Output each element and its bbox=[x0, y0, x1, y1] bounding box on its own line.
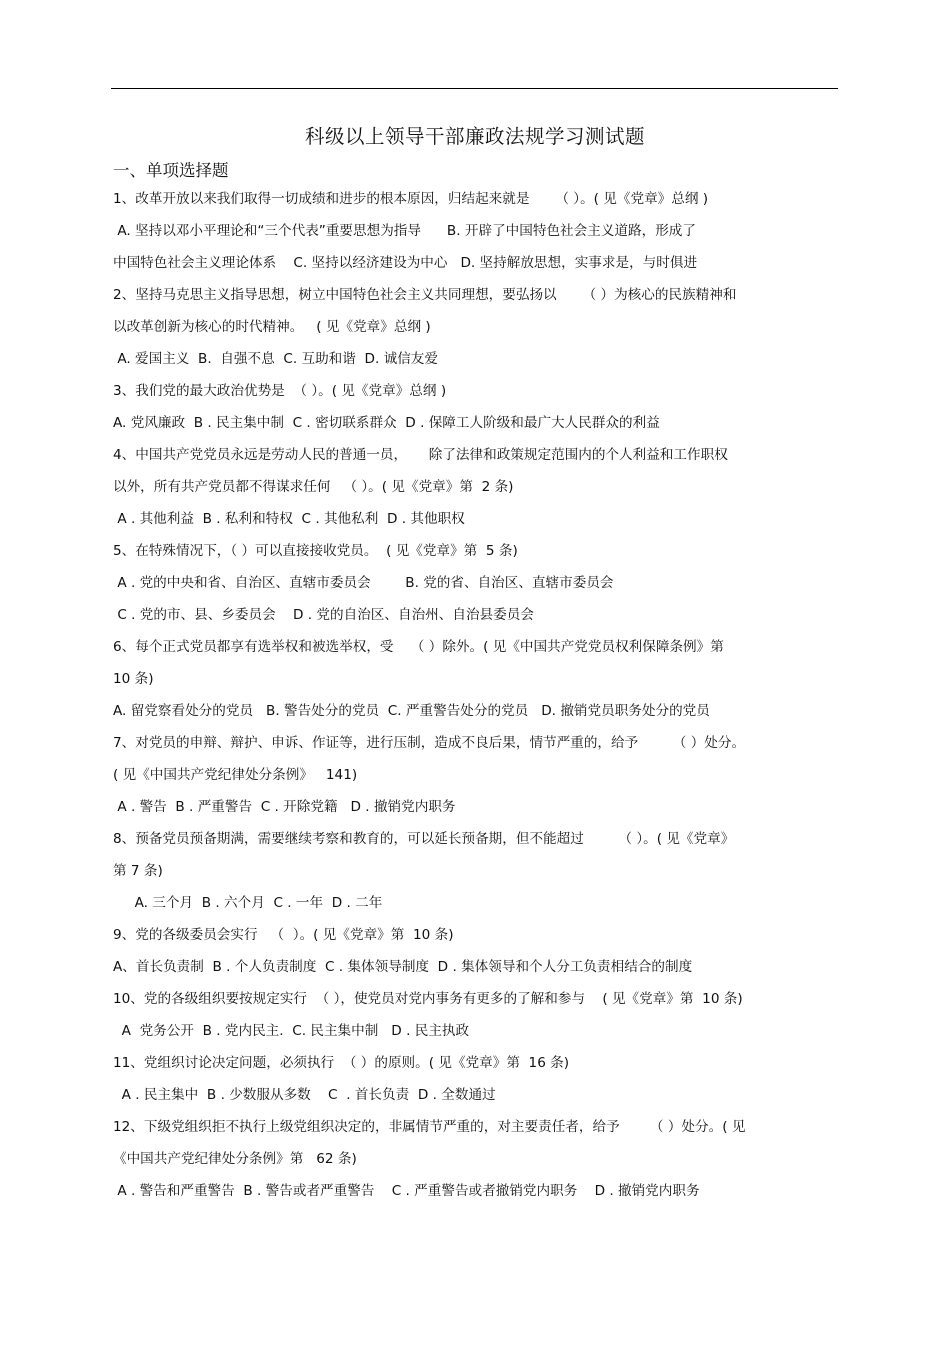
question-line: 2、坚持马克思主义指导思想，树立中国特色社会主义共同理想，要弘扬以 （ ）为核心的民族精神和 bbox=[113, 287, 737, 303]
question-line: 8、预备党员预备期满，需要继续考察和教育的，可以延长预备期，但不能超过 （ ）。( 见《党章》 bbox=[113, 831, 735, 847]
option-line: A . 其他利益 B . 私利和特权 C . 其他私利 D . 其他职权 bbox=[113, 511, 465, 527]
question-line: 12、下级党组织拒不执行上级党组织决定的，非属情节严重的，对主要责任者，给予 （ ）处分。( 见 bbox=[113, 1119, 746, 1135]
option-line: A. 爱国主义 B. 自强不息 C. 互助和谐 D. 诚信友爱 bbox=[113, 351, 438, 367]
section-heading: 一、单项选择题 bbox=[113, 161, 229, 180]
option-line: A、首长负责制 B . 个人负责制度 C . 集体领导制度 D . 集体领导和个人分工负责相结合的制度 bbox=[113, 959, 693, 975]
question-line: 3、我们党的最大政治优势是 （ ）。( 见《党章》总纲 ) bbox=[113, 383, 447, 399]
option-line: A 党务公开 B . 党内民主. C. 民主集中制 D . 民主执政 bbox=[113, 1023, 470, 1039]
option-line: 中国特色社会主义理论体系 C. 坚持以经济建设为中心 D. 坚持解放思想，实事求是，与时俱进 bbox=[113, 255, 698, 271]
question-line: 以改革创新为核心的时代精神。 ( 见《党章》总纲 ) bbox=[113, 319, 431, 335]
option-line: C . 党的市、县、乡委员会 D . 党的自治区、自治州、自治县委员会 bbox=[113, 607, 534, 623]
question-line: ( 见《中国共产党纪律处分条例》 141) bbox=[113, 767, 358, 783]
option-line: A. 坚持以邓小平理论和“三个代表”重要思想为指导 B. 开辟了中国特色社会主义道路，形成了 bbox=[113, 223, 696, 239]
page-title: 科级以上领导干部廉政法规学习测试题 bbox=[304, 125, 645, 148]
option-line: A . 党的中央和省、自治区、直辖市委员会 B. 党的省、自治区、直辖市委员会 bbox=[113, 575, 614, 591]
question-line: 6、每个正式党员都享有选举权和被选举权，受 （ ）除外。( 见《中国共产党党员权利保障条例》第 bbox=[113, 639, 724, 655]
question-line: 10、党的各级组织要按规定实行 （ ），使党员对党内事务有更多的了解和参与 ( 见《党章》第 10 条) bbox=[113, 991, 743, 1007]
option-line: A . 警告和严重警告 B . 警告或者严重警告 C . 严重警告或者撤销党内职务 D . 撤销党内职务 bbox=[113, 1183, 700, 1199]
header-rule bbox=[111, 88, 838, 89]
question-line: 第 7 条) bbox=[113, 863, 163, 879]
question-line: 5、在特殊情况下，（ ）可以直接接收党员。 ( 见《党章》第 5 条) bbox=[113, 543, 518, 559]
question-line: 《中国共产党纪律处分条例》第 62 条) bbox=[113, 1151, 357, 1167]
option-line: A. 党风廉政 B . 民主集中制 C . 密切联系群众 D . 保障工人阶级和最广大人民群众的利益 bbox=[113, 415, 660, 431]
question-line: 11、党组织讨论决定问题，必须执行 （ ）的原则。( 见《党章》第 16 条) bbox=[113, 1055, 570, 1071]
option-line: A. 留党察看处分的党员 B. 警告处分的党员 C. 严重警告处分的党员 D. 撤销党员职务处分的党员 bbox=[113, 703, 710, 719]
option-line: A . 警告 B . 严重警告 C . 开除党籍 D . 撤销党内职务 bbox=[113, 799, 456, 815]
question-line: 以外，所有共产党员都不得谋求任何 （ ）。( 见《党章》第 2 条) bbox=[113, 479, 514, 495]
option-line: A . 民主集中 B . 少数服从多数 C . 首长负责 D . 全数通过 bbox=[113, 1087, 496, 1103]
question-line: 4、中国共产党党员永远是劳动人民的普通一员， 除了法律和政策规定范围内的个人利益和工作职权 bbox=[113, 447, 728, 463]
question-line: 10 条) bbox=[113, 671, 154, 687]
question-line: 1、改革开放以来我们取得一切成绩和进步的根本原因，归结起来就是 （ ）。( 见《党章》总纲 ) bbox=[113, 191, 709, 207]
question-line: 9、党的各级委员会实行 （ ）。( 见《党章》第 10 条) bbox=[113, 927, 454, 943]
option-line: A. 三个月 B . 六个月 C . 一年 D . 二年 bbox=[113, 895, 383, 911]
question-line: 7、对党员的申辩、辩护、申诉、作证等，进行压制，造成不良后果，情节严重的，给予 （ ）处分。 bbox=[113, 735, 746, 751]
